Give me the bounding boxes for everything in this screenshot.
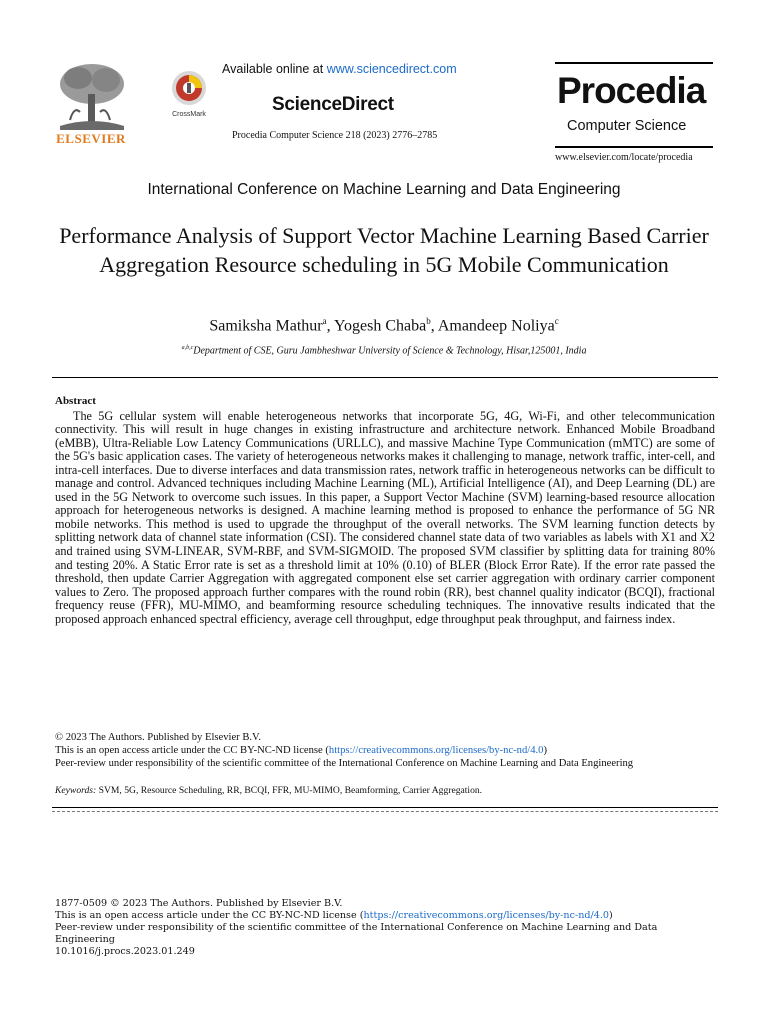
keywords-label: Keywords:: [55, 785, 97, 796]
open-access-suffix: ): [543, 745, 547, 756]
abstract-section: [55, 395, 715, 626]
peer-review-line: Peer-review under responsibility of the scientific committee of the International Conference on Machine Learning and Data Engineering: [55, 758, 634, 769]
available-prefix: Available online at: [222, 62, 327, 76]
availability-line: [222, 62, 457, 76]
crossmark-label: CrossMark: [172, 111, 206, 118]
journal-reference: Procedia Computer Science 218 (2023) 2776–2785: [232, 130, 438, 141]
affiliation-marker: a,b,c: [181, 345, 194, 351]
footer-peer-review: Peer-review under responsibility of the scientific committee of the International Conference on Machine Learning and Data Engineering: [55, 922, 658, 945]
footer-open-access-line: [55, 910, 717, 922]
procedia-logo: [555, 62, 713, 148]
abstract-body: The 5G cellular system will enable heterogeneous networks that incorporate 5G, 4G, Wi-Fi, and other telecommunication connectivity. This will result in huge changes in existing infrastructure and architecture network. Enhanced Mobile Broadband (eMBB), Ultra-Reliable Low Latency Communications (URLLC), and massive Machine Type Communication (mMTC) are some of the 5G's basic application cases. The variety of heterogeneous networks makes it challenging to manage, network traffic, inter-cell, and intra-cell interfaces. Due to diverse interfaces and data transmission rates, network traffic in heterogeneous networks can be difficult to manage and control. Advanced techniques including Machine Learning (ML), Artificial Intelligence (AI), and Deep Learning (DL) are used in the 5G Network to overcome such issues. In this paper, a Support Vector Machine (SVM) learning-based resource allocation approach for heterogeneous networks is designed. A machine learning method is proposed to enhance the performance of 5G NR mobile networks. This method is used to upgrade the throughput of the overall networks. The SVM learning function detects by splitting network data of channel state information (CSI). The considered channel state data of two variables as labels with X1 and X2 and trained using SVM-LINEAR, SVM-RBF, and SVM-SIGMOID. The proposed SVM classifier by splitting data for training 80% and testing 20%. A Static Error rate is set as a threshold limit at 10% (0.10) of BLER (Block Error Rate). If the error rate passed the threshold, then update Carrier Aggregation with aggregated component else set carrier aggregation with ordinary carrier component values to Zero. The proposed approach further compares with the round robin (RR), best channel quality indicator (BCQI), fractional frequency reuse (FFR), MU-MIMO, and beamforming resource scheduling techniques. The innovative results indicated that the proposed approach enhanced spectral efficiency, average cell throughput, edge throughput peak throughput, and fairness index.: [55, 408, 715, 626]
open-access-prefix: This is an open access article under the CC BY-NC-ND license (: [55, 745, 329, 756]
copyright-line: © 2023 The Authors. Published by Elsevier B.V.: [55, 732, 261, 743]
footer-block: [55, 898, 717, 958]
author-affil-marker: a: [322, 316, 327, 326]
elsevier-wordmark: ELSEVIER: [56, 131, 126, 146]
sciencedirect-link[interactable]: www.sciencedirect.com: [326, 62, 457, 76]
author-list: Samiksha Mathur$^a$, Yogesh Chaba$^b$, Amandeep Noliya$^c$: [209, 316, 559, 335]
divider: [52, 811, 718, 812]
affiliation: [0, 345, 768, 356]
crossmark-badge[interactable]: [164, 70, 214, 118]
keywords-line: [55, 785, 715, 796]
author-affil-marker: b: [426, 316, 431, 326]
divider: [52, 377, 718, 378]
footer-open-access-prefix: This is an open access article under the CC BY-NC-ND license (: [55, 910, 364, 921]
sciencedirect-brand: ScienceDirect: [272, 94, 394, 115]
affiliation-text: Department of CSE, Guru Jambheshwar University of Science & Technology, Hisar,125001, India: [193, 345, 587, 357]
license-block: [55, 731, 725, 770]
author-name: Yogesh Chaba: [334, 317, 427, 335]
article-title: Performance Analysis of Support Vector Machine Learning Based Carrier Aggregation Resource scheduling in 5G Mobile Communication: [59, 223, 709, 277]
abstract-heading: Abstract: [55, 395, 96, 407]
journal-url[interactable]: www.elsevier.com/locate/procedia: [555, 152, 693, 163]
divider: [52, 807, 718, 808]
issn-line: 1877-0509 © 2023 The Authors. Published by Elsevier B.V.: [55, 898, 343, 909]
keywords-text: SVM, 5G, Resource Scheduling, RR, BCQI, FFR, MU-MIMO, Beamforming, Carrier Aggregation.: [98, 785, 483, 796]
procedia-title: Procedia: [557, 70, 706, 111]
license-link[interactable]: https://creativecommons.org/licenses/by-nc-nd/4.0: [328, 745, 544, 756]
footer-open-access-suffix: ): [609, 910, 613, 921]
doi-line[interactable]: 10.1016/j.procs.2023.01.249: [55, 946, 195, 957]
crossmark-icon: [171, 70, 207, 106]
author-name: Samiksha Mathur: [209, 317, 323, 335]
open-access-line: [55, 744, 725, 757]
author-name: Amandeep Noliya: [437, 317, 555, 335]
procedia-subtitle: Computer Science: [567, 118, 687, 134]
conference-name: International Conference on Machine Learning and Data Engineering: [147, 181, 621, 198]
footer-license-link[interactable]: https://creativecommons.org/licenses/by-nc-nd/4.0: [363, 910, 610, 921]
author-affil-marker: c: [554, 316, 559, 326]
